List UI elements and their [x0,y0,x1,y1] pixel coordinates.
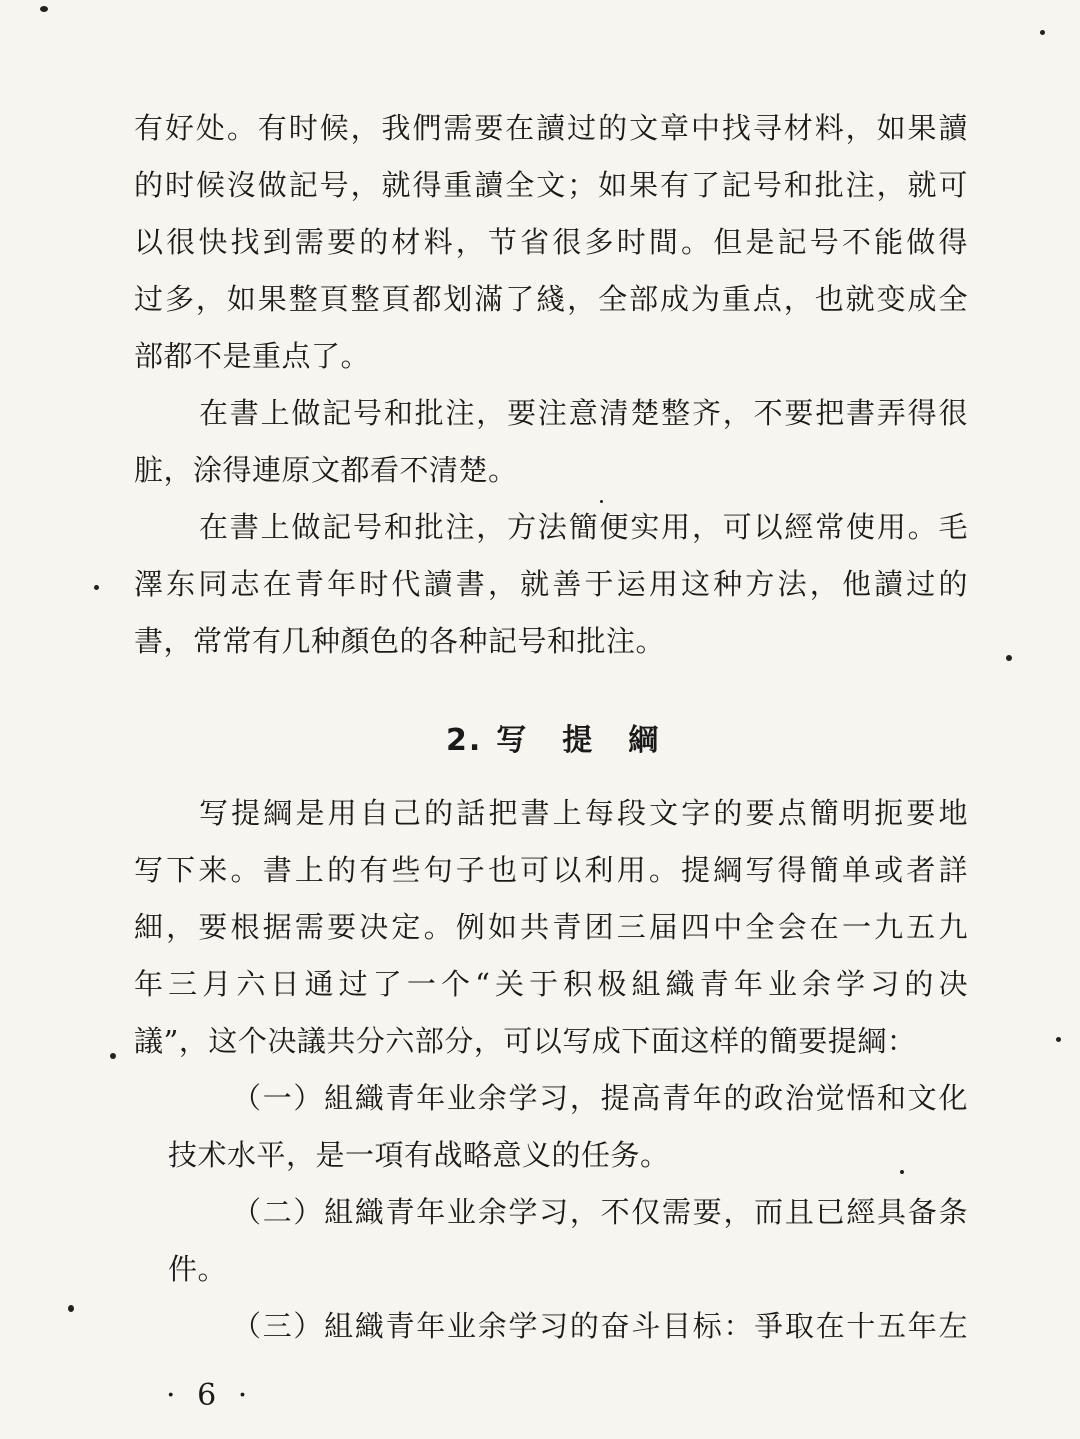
outline-item-3-line-1: （三）組織青年业余学习的奋斗目标：爭取在十五年左 [232,1309,968,1343]
paragraph-1-line-1: 有好处。有时候，我們需要在讀过的文章中找寻材料，如果讀 [134,111,968,145]
paragraph-4-line-2: 写下来。書上的有些句子也可以利用。提綱写得簡单或者詳 [134,853,968,887]
paragraph-4-line-4: 年三月六日通过了一个“关于积极組織青年业余学习的决 [134,967,968,1001]
outline-item-1-line-1: （一）組織青年业余学习，提高青年的政治觉悟和文化 [232,1081,968,1115]
paragraph-2-line-2: 脏，涂得連原文都看不清楚。 [134,453,518,487]
scan-speck [1040,30,1045,35]
paragraph-1-line-5: 部都不是重点了。 [134,339,371,373]
paragraph-3-line-2: 澤东同志在青年时代讀書，就善于运用这种方法，他讀过的 [134,567,968,601]
scan-speck [68,1305,74,1312]
outline-item-1-line-2: 技术水平，是一項有战略意义的任务。 [168,1138,670,1172]
scan-speck [40,6,48,12]
scan-speck [600,500,603,503]
paragraph-4-line-3: 細，要根据需要决定。例如共青团三届四中全会在一九五九 [134,910,968,944]
page-number: · 6 · [166,1378,254,1413]
section-heading-word-1: 写 [496,723,529,758]
scan-speck [900,1170,904,1174]
scan-speck [94,585,99,590]
paragraph-2-line-1: 在書上做記号和批注，要注意清楚整齐，不要把書弄得很 [199,396,968,430]
section-heading [446,715,660,759]
paragraph-1-line-4: 过多，如果整頁整頁都划滿了綫，全部成为重点，也就变成全 [134,282,968,316]
scan-speck [1056,1037,1061,1042]
paragraph-4-line-1: 写提綱是用自己的話把書上每段文字的要点簡明扼要地 [199,796,968,830]
section-heading-number: 2. [446,723,483,758]
scan-speck [110,1053,116,1059]
outline-item-2-line-1: （二）組織青年业余学习，不仅需要，而且已經具备条 [232,1195,968,1229]
paragraph-3-line-3: 書，常常有几种顏色的各种記号和批注。 [134,624,666,658]
outline-item-2-line-2: 件。 [168,1252,228,1286]
paragraph-1-line-2: 的时候沒做記号，就得重讀全文；如果有了記号和批注，就可 [134,168,968,202]
section-heading-word-3: 綱 [628,723,661,758]
paragraph-1-line-3: 以很快找到需要的材料，节省很多时間。但是記号不能做得 [134,225,968,259]
paragraph-4-line-5: 議”，这个决議共分六部分，可以写成下面这样的簡要提綱： [134,1024,917,1058]
section-heading-word-2: 提 [562,723,595,758]
paragraph-3-line-1: 在書上做記号和批注，方法簡便实用，可以經常使用。毛 [199,510,968,544]
scan-speck [1006,655,1012,661]
